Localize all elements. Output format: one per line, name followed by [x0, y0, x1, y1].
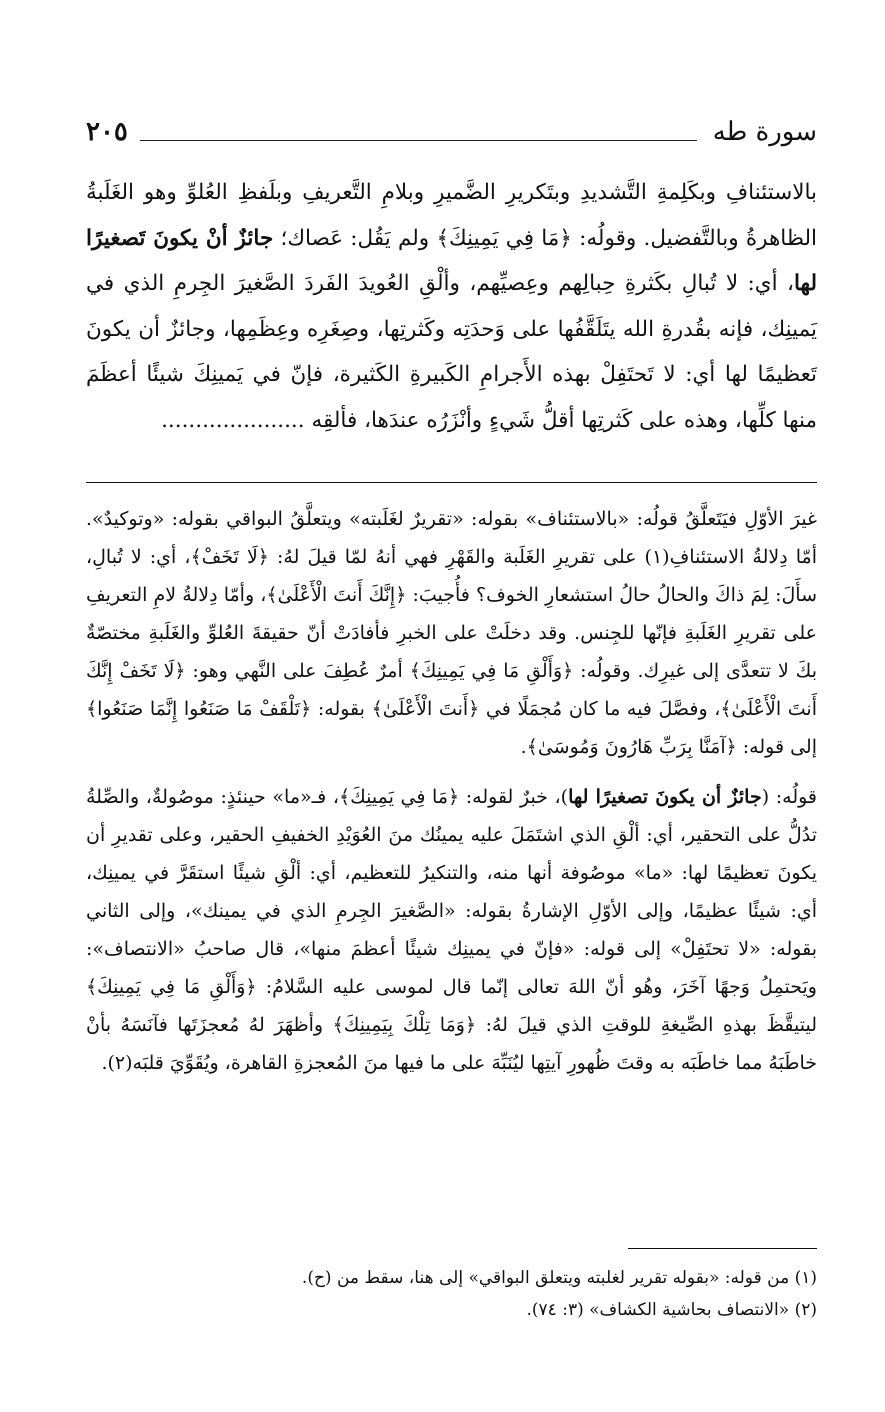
main-text [86, 170, 817, 443]
header-rule [140, 140, 697, 141]
commentary-paragraph-1: غيرَ الأوّلِ فيَتَعلَّقُ قولُه: «بالاستئناف» بقوله: «تقريرٌ لغَلَبته» ويتعلَّقُ البواقي بقوله: «وتوكيدٌ». أمّا دِلالةُ الاستئنافِ(١) على تقريرِ الغَلَبة والقَهْرِ فهي أنهُ لمّا قيلَ لهُ: ﴿لَا تَخَفْ﴾، أي: لا تُبالِ، سأَلَ: لِمَ ذاكَ والحالُ حالُ استشعارِ الخوف؟ فأُجيبَ: ﴿إِنَّكَ أَنتَ الْأَعْلَىٰ﴾، وأمّا دِلالةُ لامِ التعريفِ على تقريرِ الغَلَبةِ فإنّها للجِنس. وقد دخلَتْ على الخبرِ فأفادَتْ أنّ حقيقةَ العُلوِّ والغَلَبةِ مختصّةٌ بكَ لا تتعدَّى إلى غيرِك. وقولُه: ﴿وَأَلْقِ مَا فِي يَمِينِكَ﴾ أمرٌ عُطِفَ على النَّهي وهو: ﴿لَا تَخَفْ إِنَّكَ أَنتَ الْأَعْلَىٰ﴾، وفصَّلَ فيه ما كان مُجمَلًا في ﴿أَنتَ الْأَعْلَىٰ﴾ بقوله: ﴿تَلْقَفْ مَا صَنَعُوا إِنَّمَا صَنَعُوا﴾ إلى قوله: ﴿آمَنَّا بِرَبِّ هَارُونَ وَمُوسَىٰ﴾. [86, 508, 817, 758]
surah-title: سورة طه [712, 117, 817, 147]
text-commentary-divider [86, 482, 817, 483]
main-text-part-1: بالاستئنافِ وبكَلِمةِ التَّشديدِ وبتَكريرِ الضَّميرِ وبلامِ التَّعريفِ وبلَفظِ العُلوِّ وهو الغَلَبةُ الظاهرةُ وبالتَّفضيل. وقولُه: ﴿مَا فِي يَمِينِكَ﴾ ولم يَقُل: عَصاك؛ [86, 180, 818, 251]
footnote-1: (١) من قوله: «بقوله تقرير لغلبته ويتعلق البواقي» إلى هنا، سقط من (ح). [301, 1268, 817, 1288]
commentary-p2-rest: )، خبرٌ لقوله: ﴿مَا فِي يَمِينِكَ﴾، فـ«ما» حينئذٍ: موصُولةٌ، والصِّلةُ تدُلُّ على التحقير، أي: ألْقِ الذي اشتَمَلَ عليه يمينُك منَ العُوَيْدِ الخفيفِ الحقير، وعلى تقديرِ أن يكونَ تعظيمًا لها: «ما» موصُوفة أنها منه، والتنكيرُ للتعظيم، أي: ألْقِ شيئًا استقَرَّ في يمينِك، أي: شيئًا عظيمًا، وإلى الأوّلِ الإشارةُ بقوله: «الصَّغيرَ الجِرمِ الذي في يمينك»، وإلى الثاني بقوله: «لا تحتَفِلْ» إلى قوله: «فإنّ في يمينِك شيئًا أعظمَ منها»، قال صاحبُ «الانتصاف»: ويَحتمِلُ وَجهًا آخَرَ، وهُو أنّ اللهَ تعالى إنّما قال لموسى عليه السَّلامُ: ﴿وَأَلْقِ مَا فِي يَمِينِكَ﴾ ليتيقَّظَ بهذهِ الصِّيغةِ للوقتِ الذي قيلَ لهُ: ﴿وَمَا تِلْكَ بِيَمِينِكَ﴾ وأظهَرَ لهُ مُعجزَتَها فآنَسَهُ بأنْ خاطَبَهُ مما خاطَبَه به وقتَ ظُهورِ آيتِها ليُنَبِّهَ على ما فيها منَ المُعجزةِ القاهرة، ويُقَوِّيَ قلبَه(٢). [86, 786, 817, 1074]
footnote-rule [628, 1248, 817, 1249]
footnotes [86, 1262, 817, 1326]
main-text-bold-phrase: جائزٌ أنْ يكونَ تَصغيرًا لها [86, 225, 817, 296]
commentary-p2-bold: جائزٌ أن يكونَ تصغيرًا لها [568, 786, 762, 808]
commentary-paragraph-2 [86, 778, 817, 1082]
main-text-ellipsis: ..................... [161, 407, 305, 433]
footnote-2: (٢) «الانتصاف بحاشية الكشاف» (٣: ٧٤). [526, 1300, 817, 1320]
page-header [86, 112, 817, 152]
main-text-part-2: ، أي: لا تُبالِ بكَثرةِ حِبالِهم وعِصيِّهم، وألْقِ العُويدَ الفَردَ الصَّغيرَ الجِرمِ الذي في يَمينِك، فإنه بقُدرةِ الله يتَلَقَّفُها على وَحدَتِه وكَثرتِها، وصِغَرِه وعِظَمِها، وجائزٌ أن يكونَ تَعظيمًا لها أي: لا تَحتَفِلْ بهذه الأَجرامِ الكَبيرةِ الكَثيرة، فإنّ في يَمينِكَ شيئًا أعظَمَ منها كلِّها، وهذه على كَثرتِها أقلُّ شَيءٍ وأنْزَرُه عندَها، فألقِه [86, 271, 817, 433]
commentary-section [86, 500, 817, 1082]
commentary-p2-lead: قولُه: ( [761, 786, 818, 808]
page-number: ٢٠٥ [86, 117, 128, 147]
